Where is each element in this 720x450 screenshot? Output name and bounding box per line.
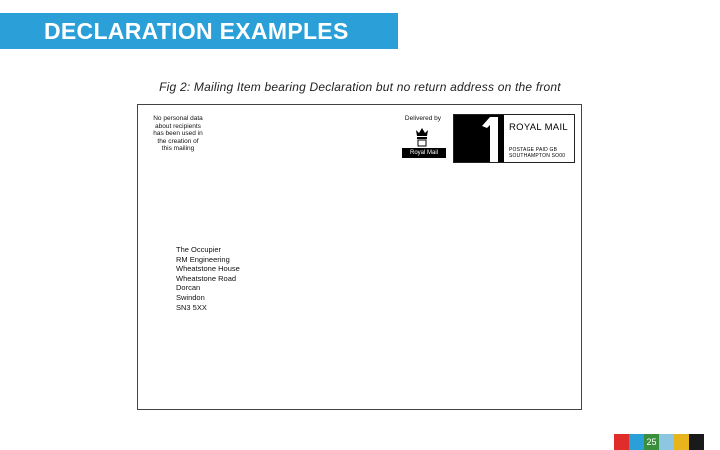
recipient-address — [176, 245, 240, 312]
declaration-line: about recipients — [155, 122, 201, 130]
address-line: Dorcan — [176, 283, 201, 293]
royal-mail-badge: Royal Mail — [402, 148, 446, 158]
postage-paid-impression — [453, 114, 575, 163]
envelope — [137, 104, 582, 410]
page-title: DECLARATION EXAMPLES — [0, 13, 398, 49]
address-line: Wheatstone Road — [176, 273, 237, 283]
postage-line-2: SOUTHAMPTON SO00 — [509, 153, 566, 159]
declaration-line: No personal data — [153, 115, 203, 122]
address-line: RM Engineering — [176, 254, 230, 264]
strip-segment-yellow — [674, 434, 689, 450]
declaration-line: has been used in — [153, 130, 203, 138]
address-line: SN3 5XX — [176, 302, 207, 312]
postage-line-1: POSTAGE PAID GB — [509, 147, 558, 153]
declaration-text — [147, 115, 209, 153]
strip-segment-black — [689, 434, 704, 450]
delivered-by-label: Delivered by — [404, 115, 442, 122]
strip-segment-red — [614, 434, 629, 450]
crown-icon — [415, 127, 429, 147]
strip-segment-light-blue — [659, 434, 674, 450]
postage-mark — [454, 115, 504, 162]
strip-segment-blue — [629, 434, 644, 450]
declaration-line: this mailing — [161, 145, 195, 153]
postage-title: ROYAL MAIL — [509, 122, 568, 133]
page-number: 25 — [644, 434, 659, 450]
declaration-line: the creation of — [157, 137, 199, 145]
address-line: The Occupier — [176, 245, 222, 254]
address-line: Swindon — [176, 292, 205, 302]
figure-caption: Fig 2: Mailing Item bearing Declaration but no return address on the front — [159, 80, 561, 94]
address-line: Wheatstone House — [176, 264, 240, 274]
color-strip — [614, 434, 704, 450]
numeral-one-icon — [454, 115, 504, 162]
